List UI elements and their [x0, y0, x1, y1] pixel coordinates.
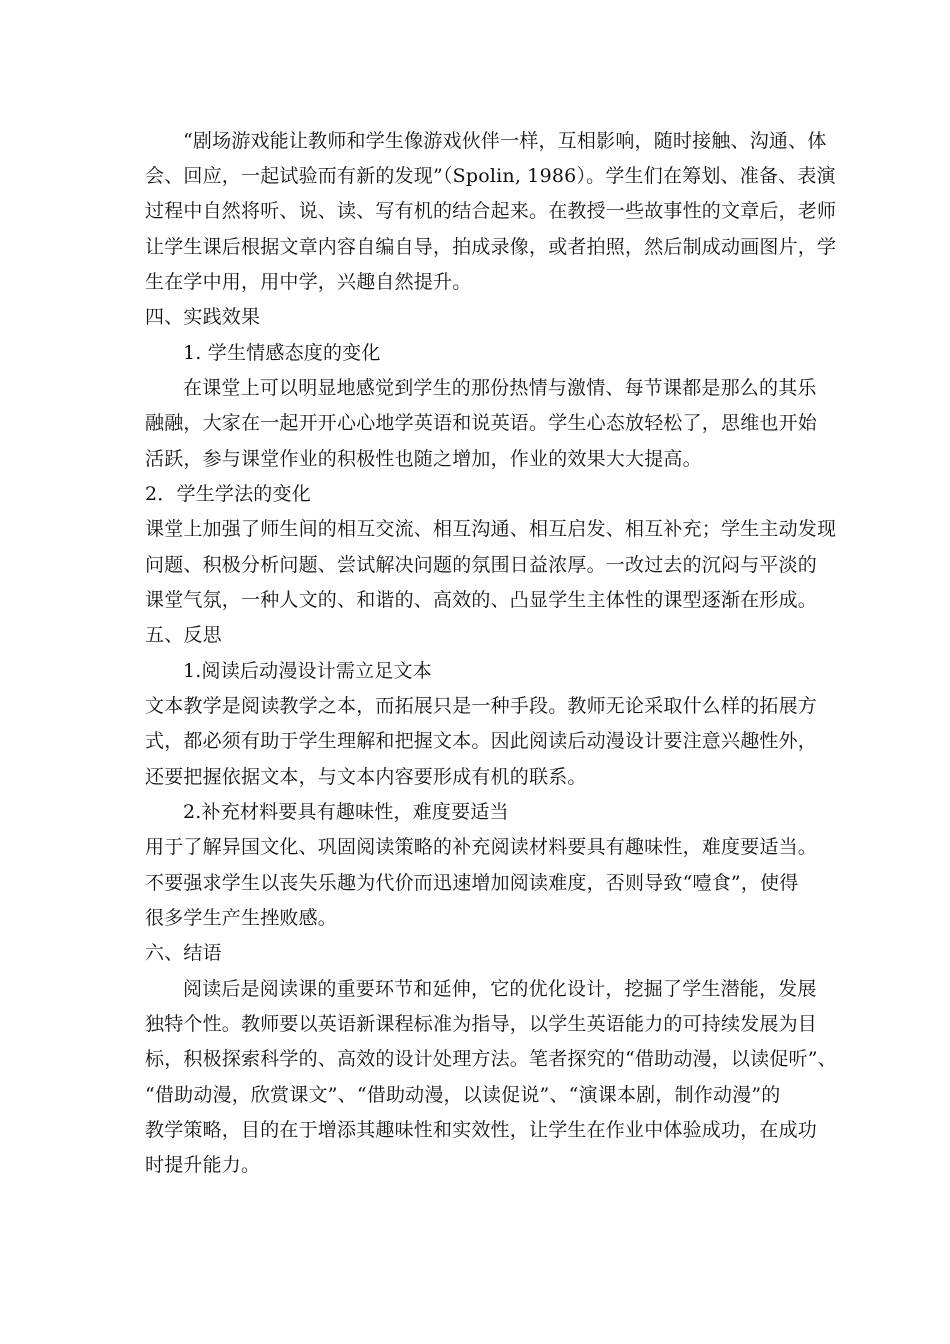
subheading-learning-method: 2．学生学法的变化	[145, 483, 311, 505]
text-line: 标，积极探索科学的、高效的设计处理方法。笔者探究的“借助动漫，以读促听”、	[145, 1048, 837, 1070]
text-line: 独特个性。教师要以英语新课程标准为指导，以学生英语能力的可持续发展为目	[145, 1013, 818, 1035]
subheading-attitude: 1. 学生情感态度的变化	[183, 342, 381, 364]
text-line: 让学生课后根据文章内容自编自导，拍成录像，或者拍照，然后制成动画图片，学	[145, 236, 837, 258]
subheading-text-based: 1.阅读后动漫设计需立足文本	[183, 660, 432, 682]
text-line: 文本教学是阅读教学之本，而拓展只是一种手段。教师无论采取什么样的拓展方	[145, 695, 818, 717]
text-line: 会、回应，一起试验而有新的发现”（Spolin, 1986）。学生们在筹划、准备、表演	[145, 165, 836, 187]
text-line: 课堂上加强了师生间的相互交流、相互沟通、相互启发、相互补充；学生主动发现	[145, 518, 837, 540]
text-line: 问题、积极分析问题、尝试解决问题的氛围日益浓厚。一改过去的沉闷与平淡的	[145, 554, 818, 576]
text-line: 生在学中用，用中学，兴趣自然提升。	[145, 271, 472, 293]
text-line: “借助动漫，欣赏课文”、“借助动漫，以读促说”、“演课本剧，制作动漫”的	[145, 1084, 781, 1106]
text-line: 阅读后是阅读课的重要环节和延伸，它的优化设计，挖掘了学生潜能，发展	[183, 978, 817, 1000]
text-line: 过程中自然将听、说、读、写有机的结合起来。在教授一些故事性的文章后，老师	[145, 200, 837, 222]
text-line: 不要强求学生以丧失乐趣为代价而迅速增加阅读难度，否则导致“噎食”，使得	[145, 872, 799, 894]
text-line: 用于了解异国文化、巩固阅读策略的补充阅读材料要具有趣味性，难度要适当。	[145, 836, 818, 858]
text-line: 还要把握依据文本，与文本内容要形成有机的联系。	[145, 766, 587, 788]
text-line: 时提升能力。	[145, 1154, 261, 1176]
text-line: 在课堂上可以明显地感觉到学生的那份热情与激情、每节课都是那么的其乐	[183, 377, 817, 399]
text-line: 活跃，参与课堂作业的积极性也随之增加，作业的效果大大提高。	[145, 448, 702, 470]
text-line: 课堂气氛，一种人文的、和谐的、高效的、凸显学生主体性的课型逐渐在形成。	[145, 589, 818, 611]
text-line: “剧场游戏能让教师和学生像游戏伙伴一样，互相影响，随时接触、沟通、体	[183, 130, 827, 152]
subheading-materials: 2.补充材料要具有趣味性，难度要适当	[183, 801, 509, 823]
text-line: 很多学生产生挫败感。	[145, 907, 338, 929]
section-heading-reflection: 五、反思	[145, 624, 222, 646]
section-heading-conclusion: 六、结语	[145, 942, 222, 964]
text-line: 教学策略，目的在于增添其趣味性和实效性，让学生在作业中体验成功，在成功	[145, 1119, 818, 1141]
section-heading-practice: 四、实践效果	[145, 306, 261, 328]
text-line: 式，都必须有助于学生理解和把握文本。因此阅读后动漫设计要注意兴趣性外，	[145, 730, 818, 752]
text-line: 融融，大家在一起开开心心地学英语和说英语。学生心态放轻松了，思维也开始	[145, 412, 818, 434]
